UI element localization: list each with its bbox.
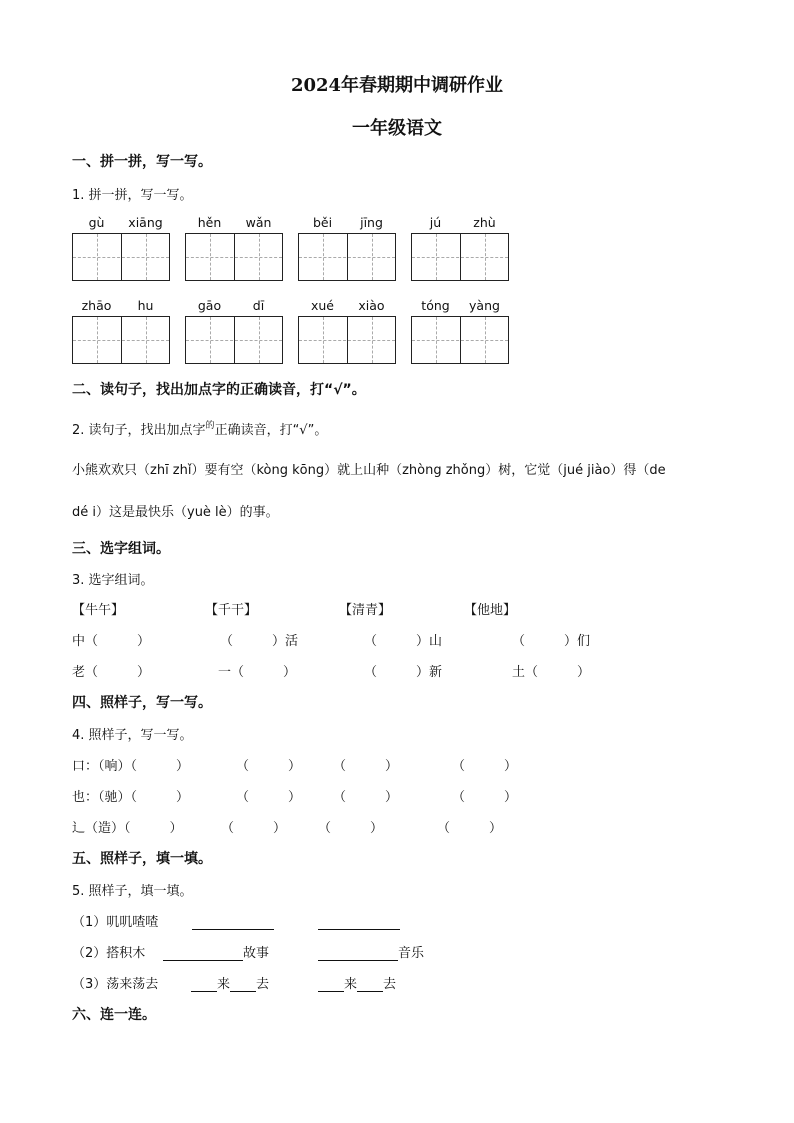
page-subtitle: 一年级语文 — [352, 118, 442, 139]
question3: 3. 选字组词。 — [72, 573, 154, 588]
writing-grid[interactable] — [72, 316, 170, 364]
section4-heading: 四、照样子，写一写。 — [72, 695, 212, 711]
fill-word: 来 — [344, 977, 358, 992]
radical-blank[interactable]: （ ） — [452, 790, 518, 805]
radical-blank[interactable]: （ ） — [318, 821, 384, 836]
pinyin: yàng — [469, 298, 500, 313]
writing-grid[interactable] — [411, 316, 509, 364]
radical-blank[interactable]: （ ） — [437, 821, 503, 836]
word-blank[interactable]: （ ）山 — [364, 634, 443, 649]
fill-word: 来 — [217, 977, 231, 992]
question2 — [72, 419, 327, 438]
word-blank[interactable]: 一（ ） — [218, 665, 297, 680]
radical-blank[interactable]: （ ） — [333, 759, 399, 774]
pattern-example-1: （1）叽叽喳喳 — [72, 915, 159, 930]
radical-example[interactable]: 口：（响）（ ） — [72, 759, 190, 774]
section1-heading: 一、拼一拼，写一写。 — [72, 154, 212, 170]
question2-superscript: 的 — [205, 421, 215, 431]
pinyin: wǎn — [245, 215, 272, 230]
radical-blank[interactable]: （ ） — [221, 821, 287, 836]
char-options: 【牛午】 — [72, 603, 125, 618]
fill-phrase[interactable] — [163, 942, 269, 961]
pinyin: zhù — [473, 215, 496, 230]
char-options: 【清青】 — [339, 603, 392, 618]
fill-blank[interactable] — [318, 911, 400, 930]
pinyin: xiāng — [128, 215, 163, 230]
section2-heading: 二、读句子，找出加点字的正确读音，打“√”。 — [72, 382, 366, 398]
fill-word: 去 — [383, 977, 397, 992]
section6-heading: 六、连一连。 — [72, 1007, 156, 1023]
page-title: 2024年春期期中调研作业 — [290, 75, 504, 96]
question1: 1. 拼一拼，写一写。 — [72, 188, 193, 203]
fill-word: 音乐 — [398, 946, 425, 961]
fill-word: 故事 — [243, 946, 270, 961]
pinyin: jú — [429, 215, 442, 230]
pinyin: xué — [310, 298, 334, 313]
radical-example[interactable]: 辶（造）（ ） — [72, 821, 183, 836]
sentence-line-2: dé i）这是最快乐（yuè lè）的事。 — [72, 505, 279, 520]
radical-blank[interactable]: （ ） — [236, 759, 302, 774]
radical-blank[interactable]: （ ） — [452, 759, 518, 774]
pinyin: hěn — [197, 215, 222, 230]
pinyin: hu — [137, 298, 154, 313]
char-options: 【千干】 — [205, 603, 258, 618]
radical-example[interactable]: 也：（驰）（ ） — [72, 790, 190, 805]
word-blank[interactable]: （ ）新 — [364, 665, 443, 680]
pinyin: dī — [252, 298, 265, 313]
word-blank[interactable]: 老（ ） — [72, 665, 151, 680]
pinyin: běi — [312, 215, 333, 230]
writing-grid[interactable] — [185, 316, 283, 364]
fill-phrase[interactable] — [191, 973, 269, 992]
pattern-example-3: （3）荡来荡去 — [72, 977, 159, 992]
writing-grid[interactable] — [72, 233, 170, 281]
section5-heading: 五、照样子，填一填。 — [72, 851, 212, 867]
pinyin: tóng — [421, 298, 450, 313]
fill-phrase[interactable] — [318, 973, 396, 992]
radical-blank[interactable]: （ ） — [333, 790, 399, 805]
section3-heading: 三、选字组词。 — [72, 541, 170, 557]
question4: 4. 照样子，写一写。 — [72, 728, 193, 743]
word-blank[interactable]: 土（ ） — [512, 665, 591, 680]
fill-phrase[interactable] — [318, 942, 424, 961]
fill-blank[interactable] — [192, 911, 274, 930]
question2-text-end: 正确读音，打“√”。 — [214, 423, 328, 438]
word-blank[interactable]: （ ）活 — [220, 634, 299, 649]
radical-blank[interactable]: （ ） — [236, 790, 302, 805]
pinyin: jīng — [360, 215, 383, 230]
word-blank[interactable]: （ ）们 — [512, 634, 591, 649]
writing-grid[interactable] — [298, 316, 396, 364]
pattern-example-2: （2）搭积木 — [72, 946, 146, 961]
char-options: 【他地】 — [464, 603, 517, 618]
sentence-line-1: 小熊欢欢只（zhī zhǐ）要有空（kòng kōng）就上山种（zhòng zhǒng）树，它觉（jué jiào）得（de — [72, 463, 666, 478]
word-blank[interactable]: 中（ ） — [72, 634, 151, 649]
pinyin: zhāo — [81, 298, 112, 313]
question2-text: 2. 读句子，找出加点字 — [72, 423, 206, 438]
writing-grid[interactable] — [298, 233, 396, 281]
pinyin: gāo — [197, 298, 222, 313]
writing-grid[interactable] — [185, 233, 283, 281]
writing-grid[interactable] — [411, 233, 509, 281]
pinyin: xiào — [358, 298, 385, 313]
question5: 5. 照样子，填一填。 — [72, 884, 193, 899]
pinyin: gù — [88, 215, 105, 230]
fill-word: 去 — [256, 977, 270, 992]
